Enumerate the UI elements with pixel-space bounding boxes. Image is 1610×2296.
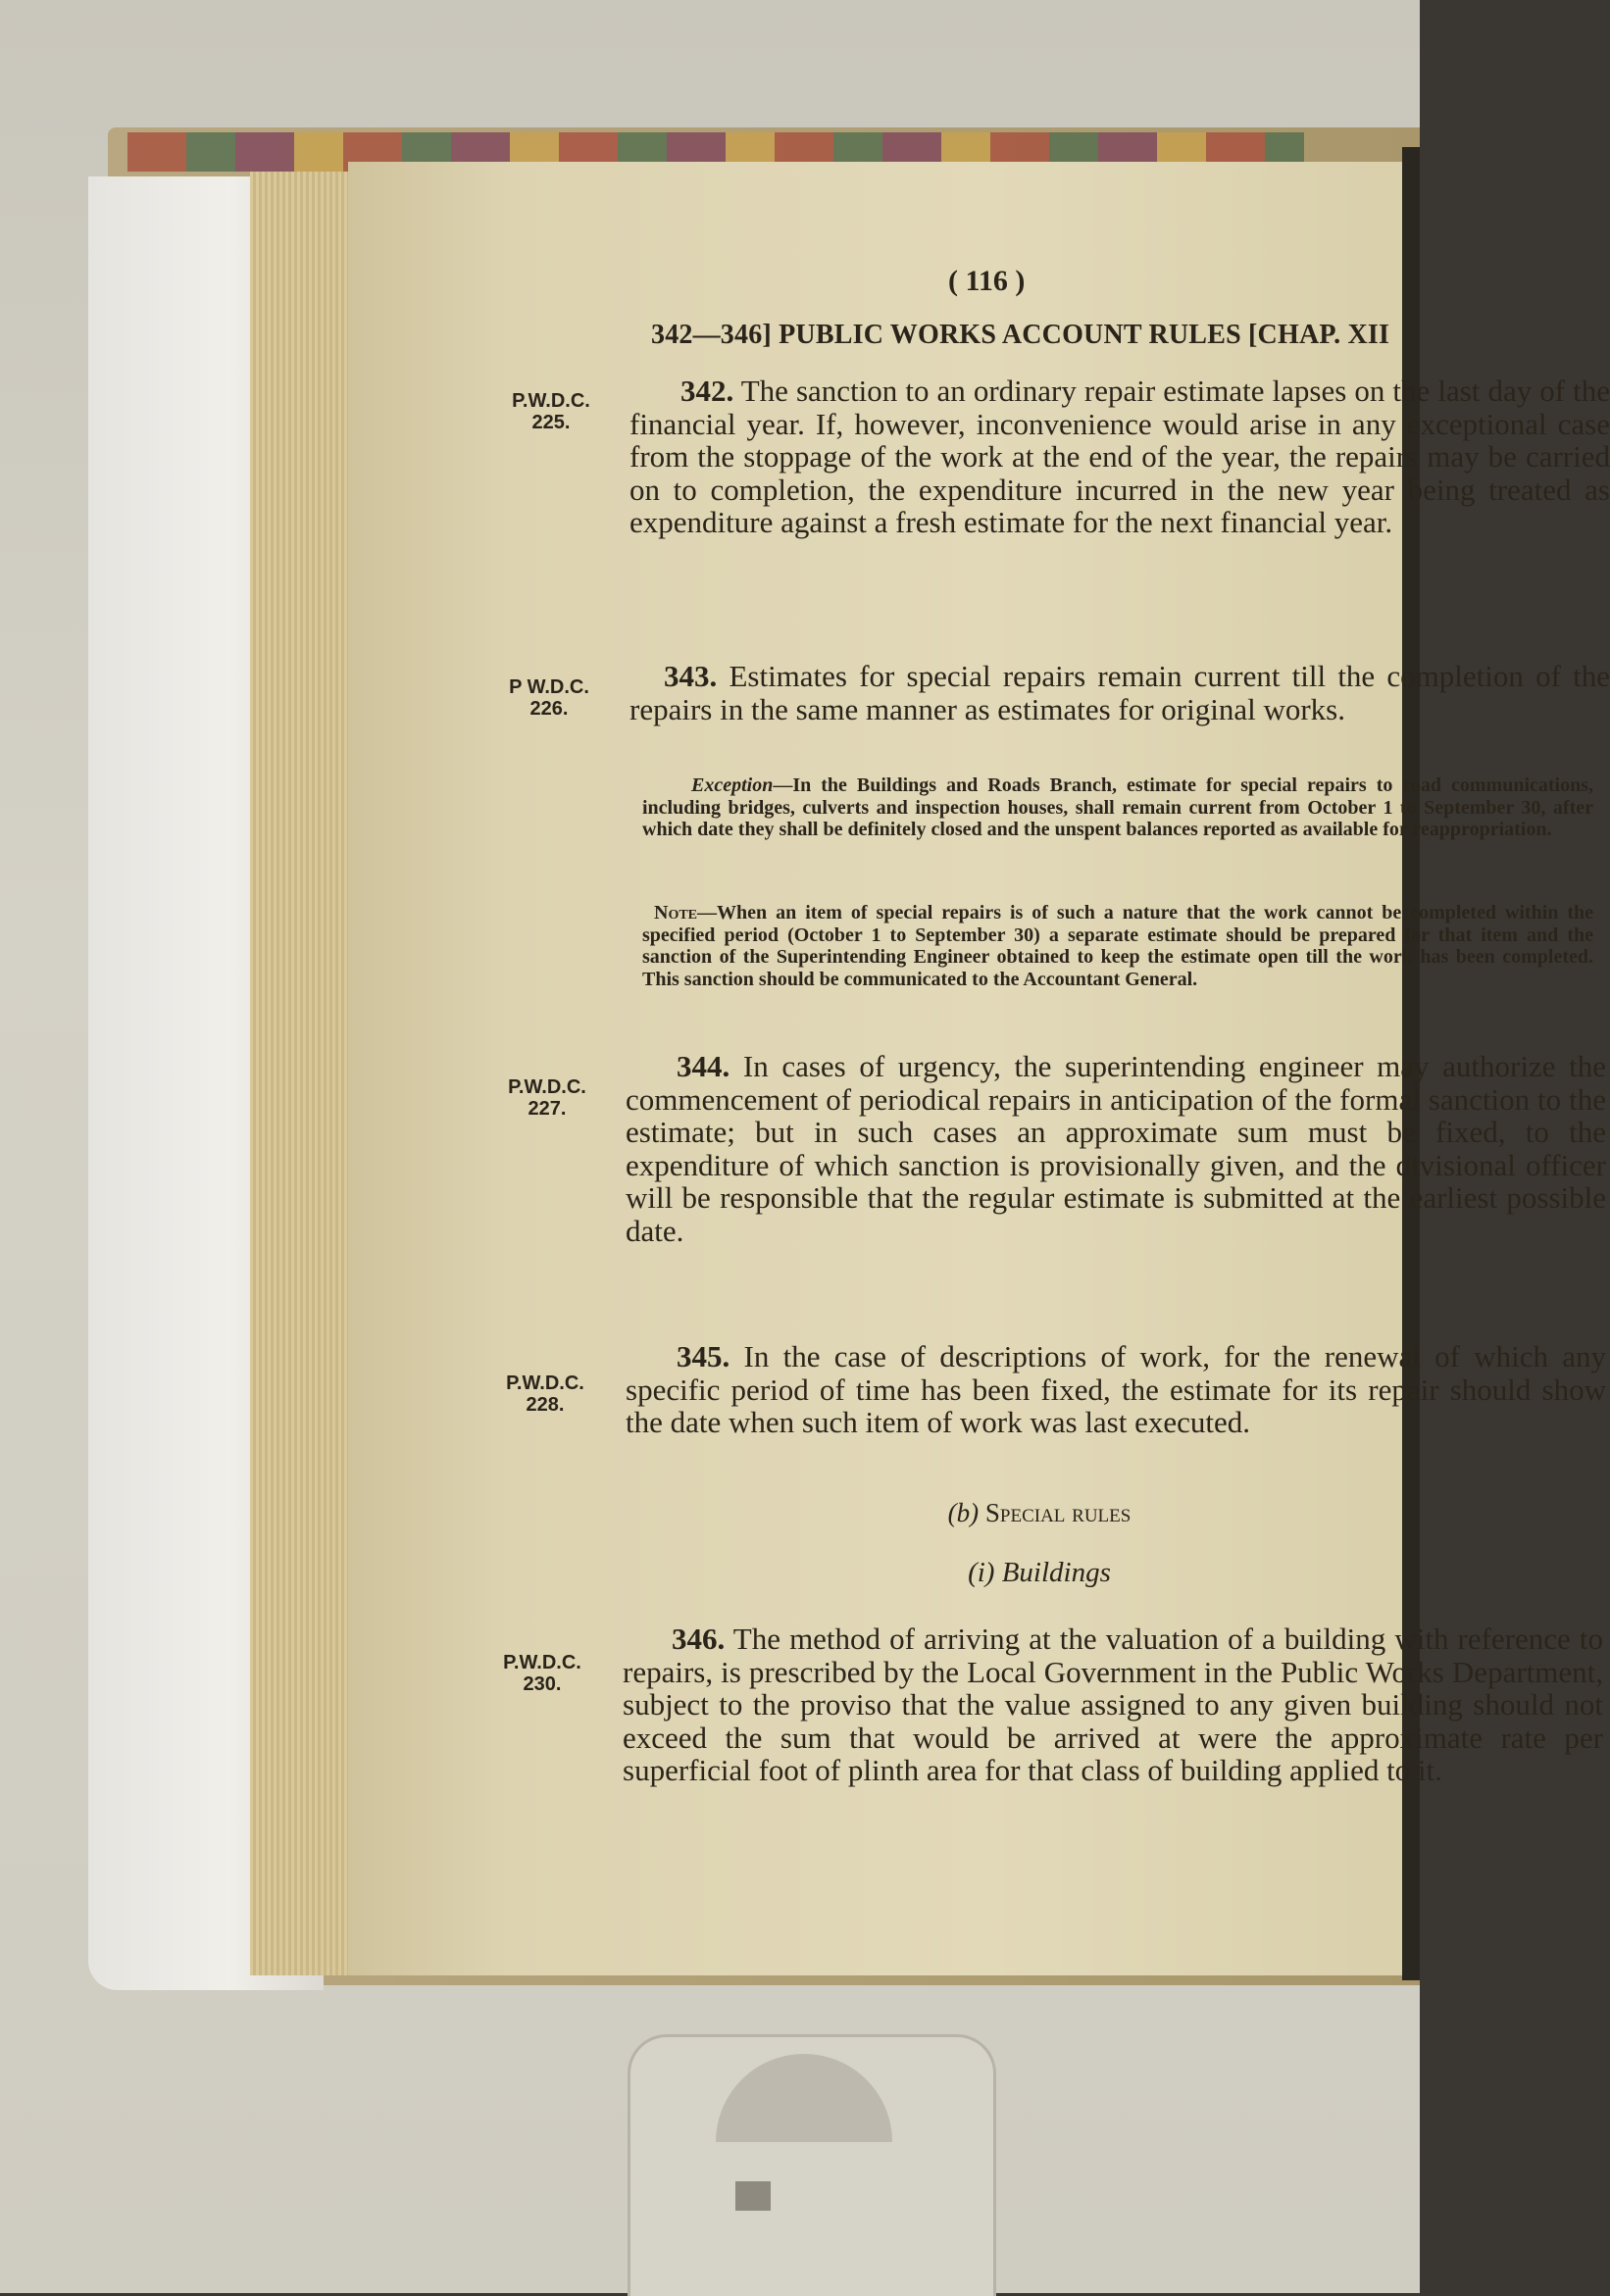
- section-text: Estimates for special repairs remain current till the completion of the repairs in the same manner as estimates for original works.: [629, 659, 1610, 726]
- section-345: [626, 1340, 1606, 1439]
- exception-label: Exception: [691, 774, 774, 796]
- margin-reference: P.W.D.C. 228.: [506, 1373, 584, 1416]
- section-343: [629, 660, 1610, 725]
- margin-reference: P.W.D.C. 227.: [508, 1076, 586, 1120]
- note-text: —When an item of special repairs is of such a nature that the work cannot be completed within the specified period (October 1 to September 30) a separate estimate should be prepared for that item and the sanction of the Superintending Engineer obtained to keep the estimate open till the work has been completed. This sanction should be communicated to the Accountant General.: [642, 902, 1593, 990]
- exception-text: —In the Buildings and Roads Branch, estimate for special repairs to road communications, including bridges, culverts and inspection houses, shall remain current from October 1 to September 30, after which date they shall be definitely closed and the unspent balances reported as available for reappropriation.: [642, 774, 1593, 840]
- running-head: 342—346] PUBLIC WORKS ACCOUNT RULES [CHAP. XII: [651, 320, 1390, 350]
- section-text: In the case of descriptions of work, for the renewal of which any specific period of time has been fixed, the estimate for its repair should show the date when such item of work was last executed.: [626, 1339, 1606, 1439]
- section-number: 342.: [680, 374, 734, 408]
- section-text: The method of arriving at the valuation of a building with reference to repairs, is prescribed by the Local Government in the Public Works Department, subject to the proviso that the value assigned to any given building should not exceed the sum that would be arrived at were the approximate rate per superficial foot of plinth area for that class of building applied to it.: [623, 1622, 1603, 1787]
- note-block: [642, 902, 1593, 990]
- section-344: [626, 1050, 1606, 1247]
- section-number: 344.: [677, 1049, 730, 1083]
- section-text: The sanction to an ordinary repair estimate lapses on the last day of the financial year. If, however, inconvenience would arise in any exceptional case from the stoppage of the work at the end of the year, the repairs may be carried on to completion, the expenditure incurred in the new year being treated as expenditure against a fresh estimate for the next financial year.: [629, 374, 1610, 539]
- section-text: In cases of urgency, the superintending engineer may authorize the commencement of periodical repairs in anticipation of the formal sanction to the estimate; but in such cases an approximate sum must be fixed, to the expenditure of which sanction is provisionally given, and the divisional officer will be responsible that the regular estimate is submitted at the earliest possible date.: [626, 1049, 1606, 1248]
- section-342: [629, 374, 1610, 539]
- page-number: ( 116 ): [948, 265, 1026, 297]
- margin-reference: P.W.D.C. 230.: [503, 1652, 581, 1695]
- exception-block: [642, 774, 1593, 841]
- section-number: 346.: [672, 1622, 726, 1656]
- section-346: [623, 1622, 1603, 1787]
- heading-prefix: (b): [947, 1498, 985, 1527]
- special-rules-heading: [745, 1498, 1333, 1528]
- margin-reference: P W.D.C. 226.: [509, 676, 589, 720]
- section-number: 343.: [664, 659, 718, 693]
- note-label: Note: [654, 902, 698, 923]
- margin-reference: P.W.D.C. 225.: [512, 390, 590, 433]
- buildings-heading: (i) Buildings: [968, 1557, 1111, 1588]
- section-number: 345.: [677, 1339, 730, 1373]
- heading-text: Special rules: [984, 1498, 1132, 1527]
